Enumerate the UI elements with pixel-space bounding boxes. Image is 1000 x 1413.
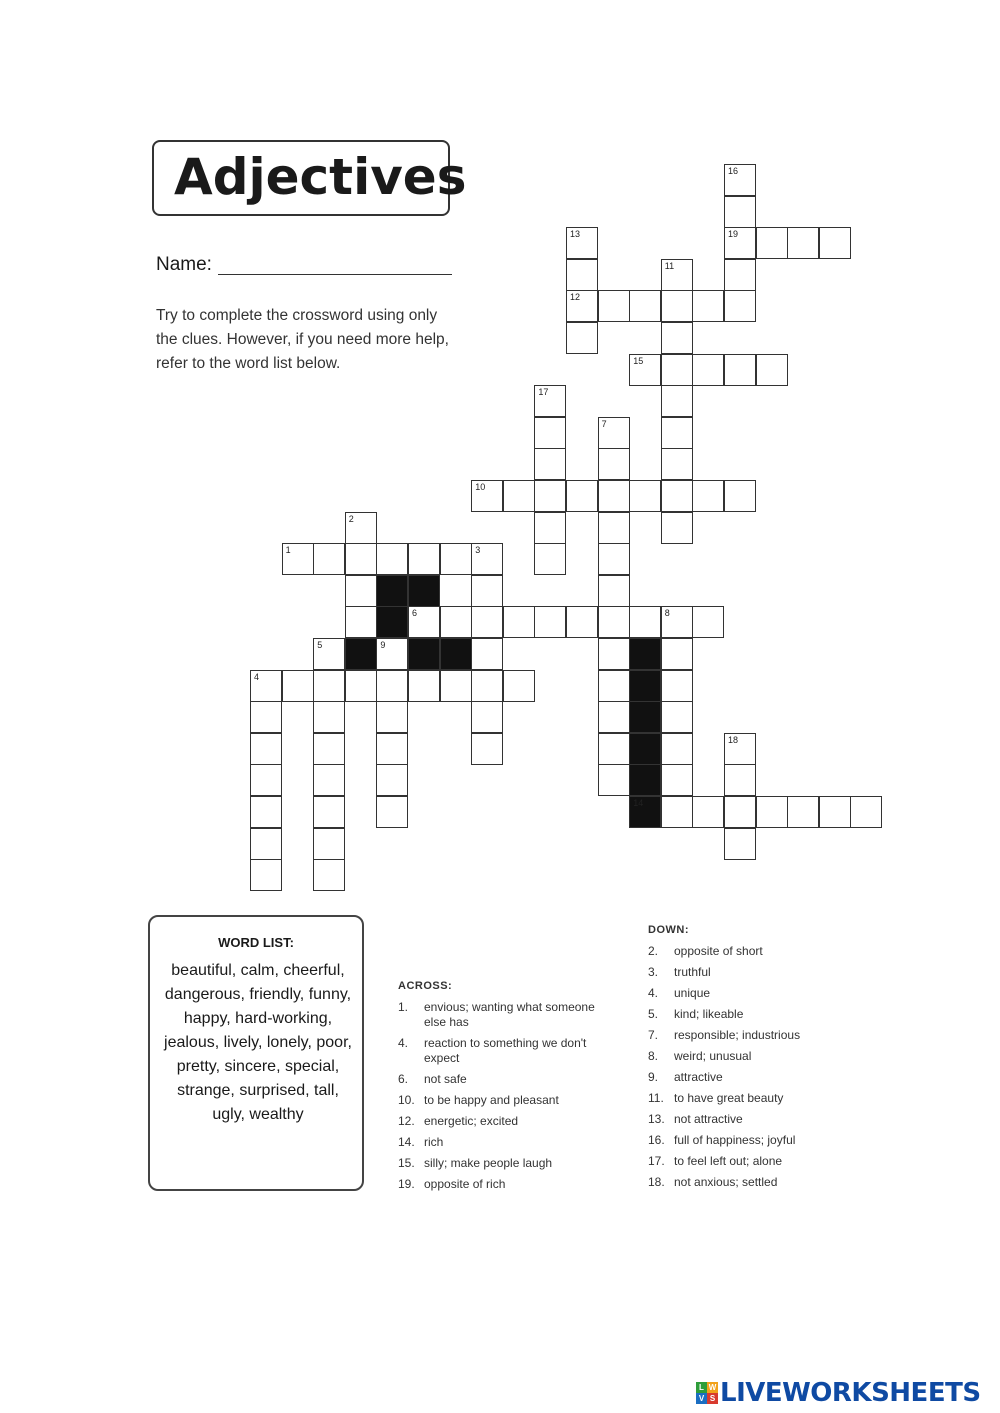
crossword-cell[interactable] — [440, 543, 472, 575]
cell-number: 19 — [728, 229, 739, 240]
cell-number: 6 — [412, 608, 418, 619]
title-box — [152, 140, 467, 216]
clue-number: 3. — [648, 965, 659, 979]
crossword-cell[interactable] — [756, 354, 788, 386]
across-clue — [398, 1036, 598, 1066]
clue-text: truthful — [674, 965, 711, 979]
clue-number: 5. — [648, 1007, 659, 1021]
clue-text: rich — [424, 1135, 444, 1149]
crossword-cell[interactable] — [692, 606, 724, 638]
crossword-cell[interactable] — [376, 796, 408, 828]
across-clue — [398, 1114, 598, 1129]
crossword-cell[interactable] — [566, 606, 598, 638]
crossword-cell[interactable] — [661, 448, 693, 480]
crossword-block-cell — [629, 701, 661, 733]
down-clues — [648, 924, 848, 1196]
crossword-cell[interactable] — [250, 701, 282, 733]
crossword-cell[interactable] — [534, 480, 566, 512]
logo-icon-letter: W — [708, 1383, 717, 1392]
crossword-cell[interactable] — [787, 796, 819, 828]
crossword-cell[interactable] — [313, 764, 345, 796]
crossword-cell[interactable] — [724, 196, 756, 228]
crossword-cell[interactable] — [661, 638, 693, 670]
logo-icon-letter: V — [696, 1393, 707, 1404]
page-title: Adjectives — [174, 148, 467, 206]
crossword-cell[interactable] — [850, 796, 882, 828]
crossword-cell[interactable] — [313, 543, 345, 575]
clue-text: reaction to something we don't expect — [424, 1036, 587, 1065]
clue-number: 19. — [398, 1177, 415, 1191]
cell-number: 5 — [317, 640, 323, 650]
crossword-cell[interactable] — [661, 701, 693, 733]
crossword-cell[interactable] — [661, 259, 693, 291]
clue-number: 11. — [648, 1091, 664, 1105]
crossword-block-cell — [629, 764, 661, 796]
crossword-cell[interactable] — [313, 638, 345, 670]
crossword-cell[interactable] — [661, 733, 693, 765]
crossword-cell[interactable] — [629, 480, 661, 512]
crossword-cell[interactable] — [250, 796, 282, 828]
clue-number: 13. — [648, 1112, 665, 1126]
logo-icon-letter: S — [707, 1393, 718, 1404]
cell-number: 17 — [538, 387, 549, 398]
crossword-cell[interactable] — [661, 764, 693, 796]
crossword-cell[interactable] — [471, 543, 503, 575]
crossword-cell[interactable] — [598, 606, 630, 638]
down-heading: DOWN: — [648, 924, 689, 936]
crossword-cell[interactable] — [598, 764, 630, 796]
crossword-cell[interactable] — [250, 828, 282, 860]
crossword-cell[interactable] — [313, 828, 345, 860]
crossword-block-cell — [629, 670, 661, 702]
clue-text: to be happy and pleasant — [424, 1093, 559, 1107]
crossword-cell[interactable] — [534, 606, 566, 638]
crossword-cell[interactable] — [471, 575, 503, 607]
across-clue — [398, 1156, 598, 1171]
crossword-cell[interactable] — [598, 638, 630, 670]
crossword-cell[interactable] — [313, 701, 345, 733]
crossword-cell[interactable] — [471, 638, 503, 670]
crossword-block-cell — [345, 638, 377, 670]
crossword-cell[interactable] — [598, 417, 630, 449]
cell-number: 12 — [570, 292, 581, 303]
crossword-cell[interactable] — [408, 670, 440, 702]
crossword-cell[interactable] — [282, 670, 314, 702]
crossword-cell[interactable] — [661, 417, 693, 449]
crossword-cell[interactable] — [692, 480, 724, 512]
crossword-cell[interactable] — [345, 606, 377, 638]
crossword-cell[interactable] — [724, 480, 756, 512]
crossword-cell[interactable] — [692, 354, 724, 386]
crossword-cell[interactable] — [598, 290, 630, 322]
crossword-cell[interactable] — [313, 733, 345, 765]
crossword-block-cell — [629, 733, 661, 765]
crossword-cell[interactable] — [661, 385, 693, 417]
across-clue — [398, 1000, 598, 1030]
clue-number: 6. — [398, 1072, 409, 1086]
down-clue — [648, 1007, 848, 1022]
crossword-cell[interactable] — [534, 448, 566, 480]
crossword-cell[interactable] — [598, 480, 630, 512]
word-list-box — [148, 915, 364, 1191]
crossword-cell[interactable] — [534, 417, 566, 449]
crossword-cell[interactable] — [376, 733, 408, 765]
crossword-cell[interactable] — [661, 322, 693, 354]
clue-text: attractive — [674, 1070, 723, 1084]
crossword-cell[interactable] — [724, 259, 756, 291]
cell-number: 3 — [475, 545, 481, 556]
crossword-cell[interactable] — [376, 670, 408, 702]
clue-text: full of happiness; joyful — [674, 1133, 796, 1147]
cell-number: 16 — [728, 166, 739, 176]
down-clue — [648, 1175, 848, 1190]
crossword-cell[interactable] — [724, 290, 756, 322]
crossword-cell[interactable] — [250, 764, 282, 796]
crossword-cell[interactable] — [376, 701, 408, 733]
crossword-cell[interactable] — [534, 543, 566, 575]
logo-icon-letter: L — [696, 1382, 707, 1393]
crossword-cell[interactable] — [598, 512, 630, 544]
crossword-cell[interactable] — [503, 480, 535, 512]
crossword-cell[interactable] — [724, 828, 756, 860]
clue-number: 16. — [648, 1133, 665, 1147]
down-clue — [648, 986, 848, 1001]
clue-text: unique — [674, 986, 711, 1000]
across-heading: ACROSS: — [398, 980, 453, 992]
clue-text: not anxious; settled — [674, 1175, 778, 1189]
crossword-cell[interactable] — [819, 796, 851, 828]
crossword-cell[interactable] — [313, 670, 345, 702]
clue-text: not safe — [424, 1072, 467, 1086]
crossword-cell[interactable] — [471, 670, 503, 702]
crossword-cell[interactable] — [471, 701, 503, 733]
crossword-cell[interactable] — [282, 543, 314, 575]
clue-text: kind; likeable — [674, 1007, 744, 1021]
clue-number: 14. — [398, 1135, 415, 1149]
cell-number: 13 — [570, 229, 581, 240]
across-clue — [398, 1093, 598, 1108]
clue-text: to feel left out; alone — [674, 1154, 783, 1168]
crossword-cell[interactable] — [566, 290, 598, 322]
cell-number: 7 — [601, 418, 607, 429]
crossword-block-cell — [408, 575, 440, 607]
cell-number: 9 — [380, 640, 386, 650]
crossword-cell[interactable] — [345, 543, 377, 575]
liveworksheets-logo — [696, 1378, 981, 1408]
crossword-cell[interactable] — [661, 670, 693, 702]
across-clue — [398, 1072, 598, 1087]
clue-text: not attractive — [674, 1112, 743, 1126]
logo-text: LIVEWORKSHEETS — [720, 1378, 981, 1408]
crossword-cell[interactable] — [376, 764, 408, 796]
cell-number: 1 — [285, 545, 291, 556]
word-list-title: WORD LIST: — [218, 935, 294, 950]
clue-text: opposite of short — [674, 944, 763, 958]
crossword-cell[interactable] — [629, 606, 661, 638]
crossword-cell[interactable] — [534, 512, 566, 544]
crossword-cell[interactable] — [313, 859, 345, 891]
down-clue — [648, 1091, 848, 1106]
crossword-cell[interactable] — [661, 512, 693, 544]
crossword-cell[interactable] — [250, 670, 282, 702]
clue-number: 8. — [648, 1049, 659, 1063]
crossword-cell[interactable] — [408, 543, 440, 575]
cell-number: 15 — [633, 355, 644, 366]
crossword-cell[interactable] — [566, 480, 598, 512]
down-clue — [648, 944, 848, 959]
clue-text: opposite of rich — [424, 1177, 506, 1191]
clue-text: envious; wanting what someone else has — [424, 1000, 595, 1029]
name-label: Name: — [156, 254, 212, 275]
down-clue — [648, 1049, 848, 1064]
clue-number: 2. — [648, 944, 659, 958]
crossword-cell[interactable] — [724, 164, 756, 196]
crossword-cell[interactable] — [345, 512, 377, 544]
crossword-cell[interactable] — [598, 543, 630, 575]
clue-number: 9. — [648, 1070, 659, 1084]
clue-number: 4. — [398, 1036, 409, 1050]
down-clue — [648, 1133, 848, 1148]
clue-number: 4. — [648, 986, 659, 1000]
clue-number: 1. — [398, 1000, 409, 1014]
crossword-cell[interactable] — [598, 670, 630, 702]
crossword-cell[interactable] — [471, 733, 503, 765]
clue-number: 15. — [398, 1156, 415, 1170]
clue-text: weird; unusual — [674, 1049, 752, 1063]
crossword-cell[interactable] — [598, 733, 630, 765]
cell-number: 18 — [728, 734, 739, 745]
crossword-cell[interactable] — [250, 859, 282, 891]
clue-text: to have great beauty — [674, 1091, 784, 1105]
crossword-block-cell — [440, 638, 472, 670]
crossword-cell[interactable] — [440, 670, 472, 702]
down-clue — [648, 1028, 848, 1043]
down-clue — [648, 1112, 848, 1127]
crossword-cell[interactable] — [534, 385, 566, 417]
crossword-cell[interactable] — [661, 354, 693, 386]
down-clue — [648, 1070, 848, 1085]
clue-text: responsible; industrious — [674, 1028, 801, 1042]
crossword-cell[interactable] — [250, 733, 282, 765]
logo-icon — [696, 1382, 718, 1404]
crossword-cell[interactable] — [503, 670, 535, 702]
down-clue — [648, 1154, 848, 1169]
crossword-cell[interactable] — [692, 796, 724, 828]
crossword-cell[interactable] — [376, 638, 408, 670]
crossword-cell[interactable] — [629, 290, 661, 322]
crossword-cell[interactable] — [661, 796, 693, 828]
crossword-cell[interactable] — [692, 290, 724, 322]
crossword-cell[interactable] — [471, 480, 503, 512]
crossword-block-cell — [629, 638, 661, 670]
clue-text: energetic; excited — [424, 1114, 519, 1128]
crossword-block-cell — [408, 638, 440, 670]
crossword-cell[interactable] — [598, 701, 630, 733]
clue-number: 10. — [398, 1093, 415, 1107]
across-clues — [398, 980, 598, 1198]
crossword-cell[interactable] — [598, 575, 630, 607]
crossword-cell[interactable] — [471, 606, 503, 638]
instructions: Try to complete the crossword using only the clues. However, if you need more help, refer to the word list below. — [156, 307, 449, 372]
crossword-cell[interactable] — [661, 480, 693, 512]
across-clue — [398, 1135, 598, 1150]
crossword-cell[interactable] — [440, 606, 472, 638]
crossword-cell[interactable] — [756, 227, 788, 259]
clue-number: 18. — [648, 1175, 665, 1189]
crossword-cell[interactable] — [787, 227, 819, 259]
crossword-cell[interactable] — [661, 606, 693, 638]
name-field[interactable] — [218, 274, 452, 275]
crossword-block-cell — [376, 606, 408, 638]
clue-number: 12. — [398, 1114, 415, 1128]
across-clue — [398, 1177, 598, 1192]
clue-number: 7. — [648, 1028, 659, 1042]
cell-number: 4 — [254, 671, 260, 682]
crossword-cell[interactable] — [503, 606, 535, 638]
cell-number: 14 — [633, 798, 644, 808]
crossword-cell[interactable] — [661, 290, 693, 322]
cell-number: 11 — [664, 260, 675, 271]
crossword-cell[interactable] — [724, 733, 756, 765]
cell-number: 2 — [348, 513, 354, 524]
crossword-cell[interactable] — [566, 259, 598, 291]
crossword-cell[interactable] — [598, 448, 630, 480]
crossword-cell[interactable] — [724, 796, 756, 828]
crossword-cell[interactable] — [819, 227, 851, 259]
crossword-cell[interactable] — [313, 796, 345, 828]
word-list-words: beautiful, calm, cheerful, dangerous, friendly, funny, happy, hard-working, jealous, lively, lonely, poor, pretty, sincere, special, strange, surprised, tall, ugly, wealthy — [164, 962, 352, 1123]
crossword-block-cell — [376, 575, 408, 607]
crossword-cell[interactable] — [408, 606, 440, 638]
crossword-cell[interactable] — [756, 796, 788, 828]
crossword-cell[interactable] — [724, 354, 756, 386]
crossword-cell[interactable] — [566, 322, 598, 354]
crossword-cell[interactable] — [629, 354, 661, 386]
cell-number: 8 — [664, 608, 670, 619]
crossword-cell[interactable] — [566, 227, 598, 259]
clue-text: silly; make people laugh — [424, 1156, 553, 1170]
down-clue — [648, 965, 848, 980]
crossword-cell[interactable] — [724, 227, 756, 259]
crossword-block-cell — [629, 796, 661, 828]
cell-number: 10 — [475, 482, 486, 492]
crossword-cell[interactable] — [345, 670, 377, 702]
clue-number: 17. — [648, 1154, 665, 1168]
crossword-cell[interactable] — [345, 575, 377, 607]
crossword-cell[interactable] — [376, 543, 408, 575]
crossword-cell[interactable] — [724, 764, 756, 796]
